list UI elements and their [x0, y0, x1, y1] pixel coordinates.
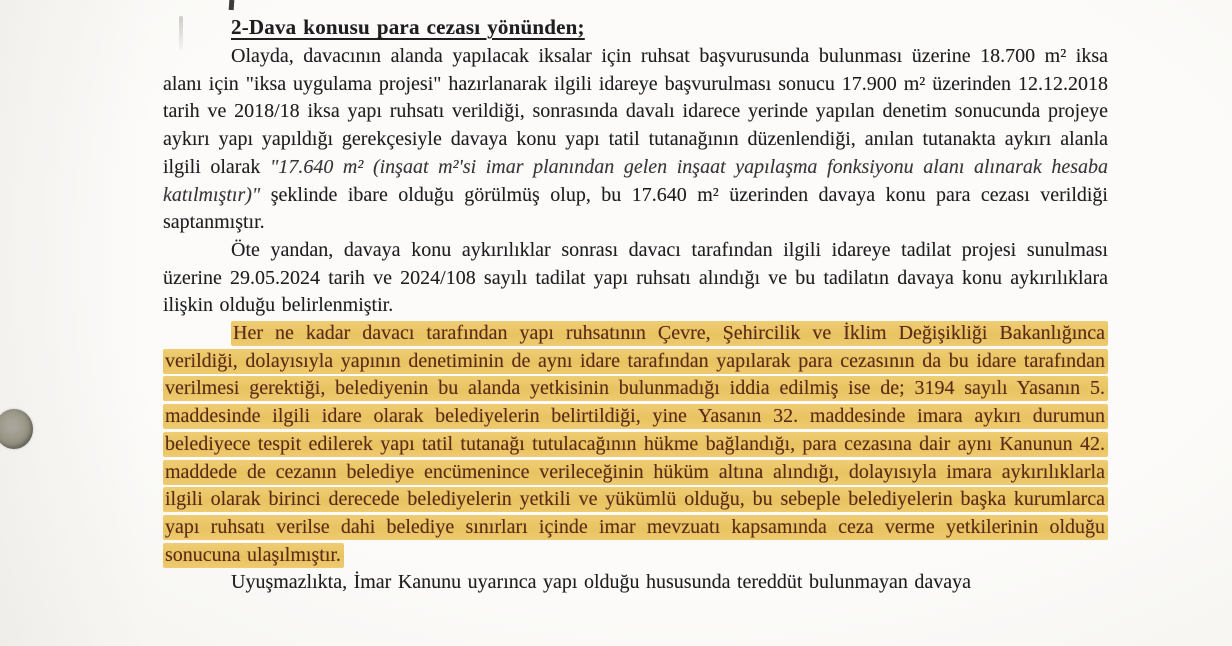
paragraph-facts-end: şeklinde ibare olduğu görülmüş olup, bu 17.640 m² üzerinden davaya konu para cezası verildiği saptanmıştır.: [163, 183, 1108, 234]
paragraph-tadilat: Öte yandan, davaya konu aykırılıklar sonrası davacı tarafından ilgili idareye tadilat projesi sunulması üzerine 29.05.2024 tarih ve 2024/108 sayılı tadilat yapı ruhsatı alındığı ve bu tadilatın davaya konu aykırılıklara ilişkin olduğu belirlenmiştir.: [163, 238, 1108, 317]
paragraph-highlighted: [163, 320, 1108, 569]
paragraph-cutoff: Uyuşmazlıkta, İmar Kanunu uyarınca yapı olduğu hususunda tereddüt bulunmayan davaya: [231, 571, 971, 594]
document-text-block: [163, 9, 1108, 597]
hole-punch-mark: [0, 409, 33, 449]
paragraph-facts: [163, 43, 1108, 237]
paragraph-facts-start: Olayda, davacının alanda yapılacak iksalar için ruhsat başvurusunda bulunması üzerine 18.700 m² iksa alanı için "iksa uygulama projesi" hazırlanarak ilgili idareye başvurulması sonucu 17.900 m² üzerinden 12.12.2018 tarih ve 2018/18 iksa yapı ruhsatı verildiği, sonrasında davalı idarece yerinde yapılan denetim sonucunda projeye aykırı yapı yapıldığı gerekçesiyle davaya konu yapı tatil tutanağının düzenlendiği, anılan tutanakta aykırı alanla ilgili olarak: [163, 45, 1108, 178]
highlighted-text: Her ne kadar davacı tarafından yapı ruhsatının Çevre, Şehircilik ve İklim Değişikliği Bakanlığınca verildiği, dolayısıyla yapının denetiminin de aynı idare tarafından yapılarak para cezasının da bu idare tarafından verilmesi gerektiği, belediyenin bu alanda yetkisinin bulunmadığı iddia edilmiş ise de; 3194 sayılı Yasanın 5. maddesinde ilgili idare olarak belediyelerin belirtildiği, yine Yasanın 32. maddesinde imara aykırı durumun belediyece tespit edilerek yapı tatil tutanağı tutulacağının hükme bağlandığı, para cezasına dair aynı Kanunun 42. maddede de cezanın belediye encümenince verileceğinin hüküm altına alındığı, dolayısıyla imara aykırılıklarla ilgili olarak birinci derecede belediyelerin yetkili ve yükümlü olduğu, bu sebeple belediyelerin başka kurumlarca yapı ruhsatı verilse dahi belediye sınırları içinde imar mevzuatı kapsamında ceza verme yetkilerinin olduğu sonucuna ulaşılmıştır.: [163, 321, 1108, 568]
paragraph-facts-italic-quote: "17.640 m² (inşaat m²'si imar planından gelen inşaat yapılaşma fonksiyonu alanı alınarak hesaba katılmıştır)": [163, 155, 1108, 206]
section-heading: 2-Dava konusu para cezası yönünden;: [231, 15, 585, 39]
